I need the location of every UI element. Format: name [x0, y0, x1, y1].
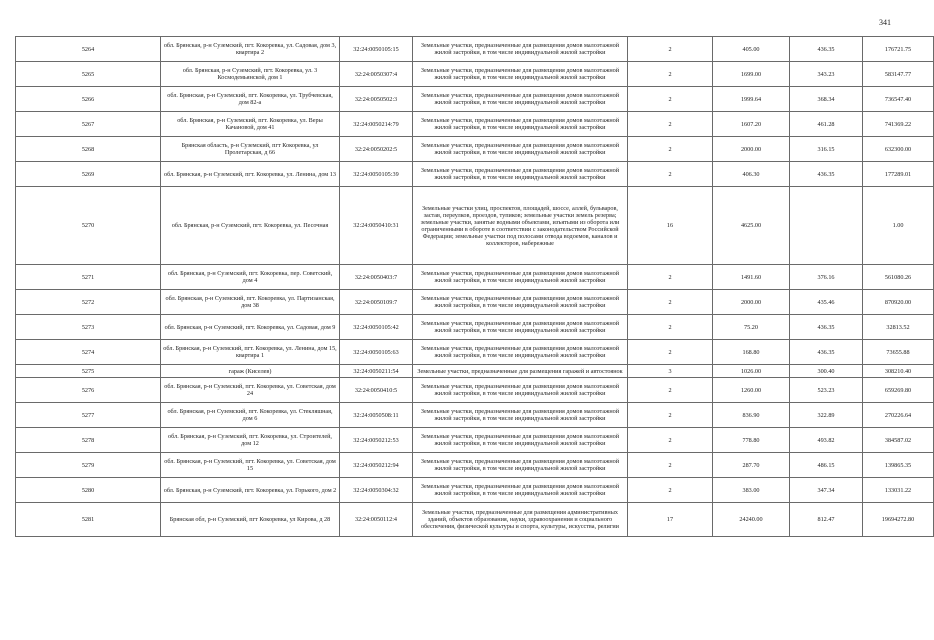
specific-value-cell: 435.46	[790, 290, 863, 315]
land-use-cell: Земельные участки, предназначенные для размещения домов малоэтажной жилой застройки, в том числе индивидуальной жилой застройки	[413, 340, 628, 365]
address-cell: обл. Брянская, р-н Суземский, пгт. Кокоревка, ул. Ленина, дом 15, квартира 1	[161, 340, 340, 365]
row-number-cell: 5276	[16, 378, 161, 403]
cadastral-value-cell: 659269.80	[863, 378, 934, 403]
area-cell: 4625.00	[713, 187, 790, 265]
cadastral-value-cell: 270226.64	[863, 403, 934, 428]
area-cell: 2000.00	[713, 290, 790, 315]
category-cell: 3	[628, 365, 713, 378]
cadastral-number-cell: 32:24:0050109:7	[340, 290, 413, 315]
land-use-cell: Земельные участки, предназначенные для размещения домов малоэтажной жилой застройки, в том числе индивидуальной жилой застройки	[413, 428, 628, 453]
row-number-cell: 5270	[16, 187, 161, 265]
category-cell: 2	[628, 137, 713, 162]
specific-value-cell	[790, 187, 863, 265]
cadastral-number-cell: 32:24:0050214:79	[340, 112, 413, 137]
category-cell: 2	[628, 428, 713, 453]
area-cell: 405.00	[713, 37, 790, 62]
table-row	[16, 37, 934, 62]
cadastral-number-cell: 32:24:0050112:4	[340, 503, 413, 537]
table-row	[16, 290, 934, 315]
row-number-cell: 5273	[16, 315, 161, 340]
category-cell: 2	[628, 478, 713, 503]
specific-value-cell: 523.23	[790, 378, 863, 403]
specific-value-cell: 436.35	[790, 340, 863, 365]
address-cell: Брянская обл, р-н Суземский, пгт Кокоревка, ул Кирова, д 28	[161, 503, 340, 537]
table-row	[16, 62, 934, 87]
land-use-cell: Земельные участки, предназначенные для размещения домов малоэтажной жилой застройки, в том числе индивидуальной жилой застройки	[413, 112, 628, 137]
table-row	[16, 162, 934, 187]
land-use-cell: Земельные участки, предназначенные для размещения административных зданий, объектов образования, науки, здравоохранения и социального обеспечения, физической культуры и спорта, культуры, искусства, религии	[413, 503, 628, 537]
cadastral-number-cell: 32:24:0050105:42	[340, 315, 413, 340]
area-cell: 24240.00	[713, 503, 790, 537]
row-number-cell: 5278	[16, 428, 161, 453]
land-use-cell: Земельные участки, предназначенные для размещения домов малоэтажной жилой застройки, в том числе индивидуальной жилой застройки	[413, 87, 628, 112]
address-cell: обл. Брянская, р-н Суземский, пгт. Кокоревка, пер. Советский, дом 4	[161, 265, 340, 290]
land-use-cell: Земельные участки улиц, проспектов, площадей, шоссе, аллей, бульваров, застав, переулков, проездов, тупиков; земельные участки земель резерва; земельные участки, занятые водными объектами, изъятыми из оборота или ограниченными в обороте в соответствии с законодательством Российской Федерации; земельные участки под полосами отвода водоемов, каналов и коллекторов, набережные	[413, 187, 628, 265]
area-cell: 168.80	[713, 340, 790, 365]
address-cell: обл. Брянская, р-н Суземский, пгт. Кокоревка, ул. Песочная	[161, 187, 340, 265]
address-cell: обл. Брянская, р-н Суземский, пгт. Кокоревка, ул. 3 Космодемьянской, дом 1	[161, 62, 340, 87]
category-cell: 16	[628, 187, 713, 265]
specific-value-cell: 343.23	[790, 62, 863, 87]
area-cell: 1026.00	[713, 365, 790, 378]
cadastral-number-cell: 32:24:0050211:54	[340, 365, 413, 378]
table-row	[16, 87, 934, 112]
area-cell: 1260.00	[713, 378, 790, 403]
category-cell: 2	[628, 378, 713, 403]
address-cell: обл. Брянская, р-н Суземский, пгт. Кокоревка, ул. Строителей, дом 12	[161, 428, 340, 453]
specific-value-cell: 493.82	[790, 428, 863, 453]
land-use-cell: Земельные участки, предназначенные для размещения домов малоэтажной жилой застройки, в том числе индивидуальной жилой застройки	[413, 403, 628, 428]
area-cell: 383.00	[713, 478, 790, 503]
address-cell: обл. Брянская, р-н Суземский, пгт. Кокоревка, ул. Горького, дом 2	[161, 478, 340, 503]
area-cell: 75.20	[713, 315, 790, 340]
cadastral-value-cell: 308210.40	[863, 365, 934, 378]
row-number-cell: 5264	[16, 37, 161, 62]
cadastral-number-cell: 32:24:0050502:3	[340, 87, 413, 112]
table-row	[16, 265, 934, 290]
cadastral-number-cell: 32:24:0050212:94	[340, 453, 413, 478]
area-cell: 778.80	[713, 428, 790, 453]
cadastral-number-cell: 32:24:0050403:7	[340, 265, 413, 290]
land-use-cell: Земельные участки, предназначенные для размещения домов малоэтажной жилой застройки, в том числе индивидуальной жилой застройки	[413, 137, 628, 162]
specific-value-cell: 436.35	[790, 37, 863, 62]
cadastral-number-cell: 32:24:0050202:5	[340, 137, 413, 162]
specific-value-cell: 368.34	[790, 87, 863, 112]
row-number-cell: 5280	[16, 478, 161, 503]
table-row	[16, 478, 934, 503]
table-row	[16, 403, 934, 428]
category-cell: 2	[628, 315, 713, 340]
area-cell: 1607.20	[713, 112, 790, 137]
address-cell: обл. Брянская, р-н Суземский, пгт. Кокоревка, ул. Советская, дом 15	[161, 453, 340, 478]
row-number-cell: 5277	[16, 403, 161, 428]
cadastral-value-cell: 870920.00	[863, 290, 934, 315]
cadastral-value-cell: 177289.01	[863, 162, 934, 187]
land-use-cell: Земельные участки, предназначенные для размещения домов малоэтажной жилой застройки, в том числе индивидуальной жилой застройки	[413, 62, 628, 87]
specific-value-cell: 300.40	[790, 365, 863, 378]
cadastral-number-cell: 32:24:0050105:63	[340, 340, 413, 365]
specific-value-cell: 322.89	[790, 403, 863, 428]
area-cell: 1999.64	[713, 87, 790, 112]
area-cell: 2000.00	[713, 137, 790, 162]
cadastral-value-cell: 133031.22	[863, 478, 934, 503]
category-cell: 2	[628, 112, 713, 137]
row-number-cell: 5272	[16, 290, 161, 315]
category-cell: 2	[628, 162, 713, 187]
specific-value-cell: 812.47	[790, 503, 863, 537]
category-cell: 17	[628, 503, 713, 537]
land-use-cell: Земельные участки, предназначенные для размещения домов малоэтажной жилой застройки, в том числе индивидуальной жилой застройки	[413, 162, 628, 187]
specific-value-cell: 436.35	[790, 162, 863, 187]
area-cell: 287.70	[713, 453, 790, 478]
row-number-cell: 5279	[16, 453, 161, 478]
address-cell: обл. Брянская, р-н Суземский, пгт. Кокоревка, ул. Трубчевская, дом 82-а	[161, 87, 340, 112]
table-row	[16, 187, 934, 265]
specific-value-cell: 436.35	[790, 315, 863, 340]
land-use-cell: Земельные участки, предназначенные для размещения домов малоэтажной жилой застройки, в том числе индивидуальной жилой застройки	[413, 315, 628, 340]
category-cell: 2	[628, 290, 713, 315]
row-number-cell: 5266	[16, 87, 161, 112]
category-cell: 2	[628, 265, 713, 290]
land-use-cell: Земельные участки, предназначенные для размещения домов малоэтажной жилой застройки, в том числе индивидуальной жилой застройки	[413, 265, 628, 290]
address-cell: обл. Брянская, р-н Суземский, пгт. Кокоревка, ул. Садовая, дом 3, квартира 2	[161, 37, 340, 62]
table-row	[16, 112, 934, 137]
table-body	[16, 37, 934, 537]
address-cell: обл. Брянская, р-н Суземский, пгт. Кокоревка, ул. Веры Качановой, дом 41	[161, 112, 340, 137]
specific-value-cell: 376.16	[790, 265, 863, 290]
cadastral-value-cell: 176721.75	[863, 37, 934, 62]
cadastral-number-cell: 32:24:0050105:39	[340, 162, 413, 187]
specific-value-cell: 461.28	[790, 112, 863, 137]
address-cell: обл. Брянская, р-н Суземский, пгт. Кокоревка, ул. Партизанская, дом 38	[161, 290, 340, 315]
land-use-cell: Земельные участки, предназначенные для размещения домов малоэтажной жилой застройки, в том числе индивидуальной жилой застройки	[413, 453, 628, 478]
category-cell: 2	[628, 87, 713, 112]
area-cell: 1491.60	[713, 265, 790, 290]
cadastral-value-cell: 19694272.80	[863, 503, 934, 537]
cadastral-number-cell: 32:24:0050304:32	[340, 478, 413, 503]
cadastral-value-cell: 1.00	[863, 187, 934, 265]
cadastral-value-cell: 73655.88	[863, 340, 934, 365]
address-cell: Брянская область, р-н Суземский, пгт Кокоревка, ул Пролетарская, д 66	[161, 137, 340, 162]
category-cell: 2	[628, 62, 713, 87]
land-use-cell: Земельные участки, предназначенные для размещения домов малоэтажной жилой застройки, в том числе индивидуальной жилой застройки	[413, 37, 628, 62]
land-registry-table	[15, 36, 934, 537]
land-use-cell: Земельные участки, предназначенные для размещения домов малоэтажной жилой застройки, в том числе индивидуальной жилой застройки	[413, 478, 628, 503]
area-cell: 1699.00	[713, 62, 790, 87]
cadastral-number-cell: 32:24:0050212:53	[340, 428, 413, 453]
row-number-cell: 5275	[16, 365, 161, 378]
cadastral-number-cell: 32:24:0050410:5	[340, 378, 413, 403]
cadastral-number-cell: 32:24:0050410:31	[340, 187, 413, 265]
cadastral-value-cell: 139865.35	[863, 453, 934, 478]
cadastral-value-cell: 741369.22	[863, 112, 934, 137]
table-row	[16, 503, 934, 537]
row-number-cell: 5268	[16, 137, 161, 162]
cadastral-number-cell: 32:24:0050307:4	[340, 62, 413, 87]
category-cell: 2	[628, 453, 713, 478]
category-cell: 2	[628, 37, 713, 62]
category-cell: 2	[628, 403, 713, 428]
cadastral-number-cell: 32:24:0050508:11	[340, 403, 413, 428]
table-row	[16, 453, 934, 478]
address-cell: обл. Брянская, р-н Суземский, пгт. Кокоревка, ул. Садовая, дом 9	[161, 315, 340, 340]
land-use-cell: Земельные участки, предназначенные для размещения домов малоэтажной жилой застройки, в том числе индивидуальной жилой застройки	[413, 378, 628, 403]
category-cell: 2	[628, 340, 713, 365]
cadastral-number-cell: 32:24:0050105:15	[340, 37, 413, 62]
row-number-cell: 5274	[16, 340, 161, 365]
table-row	[16, 315, 934, 340]
area-cell: 406.30	[713, 162, 790, 187]
address-cell: гараж (Киселев)	[161, 365, 340, 378]
cadastral-value-cell: 736547.40	[863, 87, 934, 112]
table-row	[16, 428, 934, 453]
row-number-cell: 5265	[16, 62, 161, 87]
page-number: 341	[879, 18, 891, 27]
specific-value-cell: 347.34	[790, 478, 863, 503]
land-use-cell: Земельные участки, предназначенные для размещения гаражей и автостоянок	[413, 365, 628, 378]
specific-value-cell: 316.15	[790, 137, 863, 162]
cadastral-value-cell: 384587.02	[863, 428, 934, 453]
specific-value-cell: 486.15	[790, 453, 863, 478]
row-number-cell: 5281	[16, 503, 161, 537]
address-cell: обл. Брянская, р-н Суземский, пгт. Кокоревка, ул. Ленина, дом 13	[161, 162, 340, 187]
cadastral-value-cell: 583147.77	[863, 62, 934, 87]
address-cell: обл. Брянская, р-н Суземский, пгт. Кокоревка, ул. Советская, дом 24	[161, 378, 340, 403]
table-row	[16, 340, 934, 365]
table-row	[16, 378, 934, 403]
address-cell: обл. Брянская, р-н Суземский, пгт. Кокоревка, ул. Стекляшная, дом 6	[161, 403, 340, 428]
row-number-cell: 5267	[16, 112, 161, 137]
area-cell: 836.90	[713, 403, 790, 428]
cadastral-value-cell: 561080.26	[863, 265, 934, 290]
table-row	[16, 365, 934, 378]
cadastral-value-cell: 632300.00	[863, 137, 934, 162]
land-use-cell: Земельные участки, предназначенные для размещения домов малоэтажной жилой застройки, в том числе индивидуальной жилой застройки	[413, 290, 628, 315]
row-number-cell: 5269	[16, 162, 161, 187]
table-row	[16, 137, 934, 162]
row-number-cell: 5271	[16, 265, 161, 290]
cadastral-value-cell: 32813.52	[863, 315, 934, 340]
